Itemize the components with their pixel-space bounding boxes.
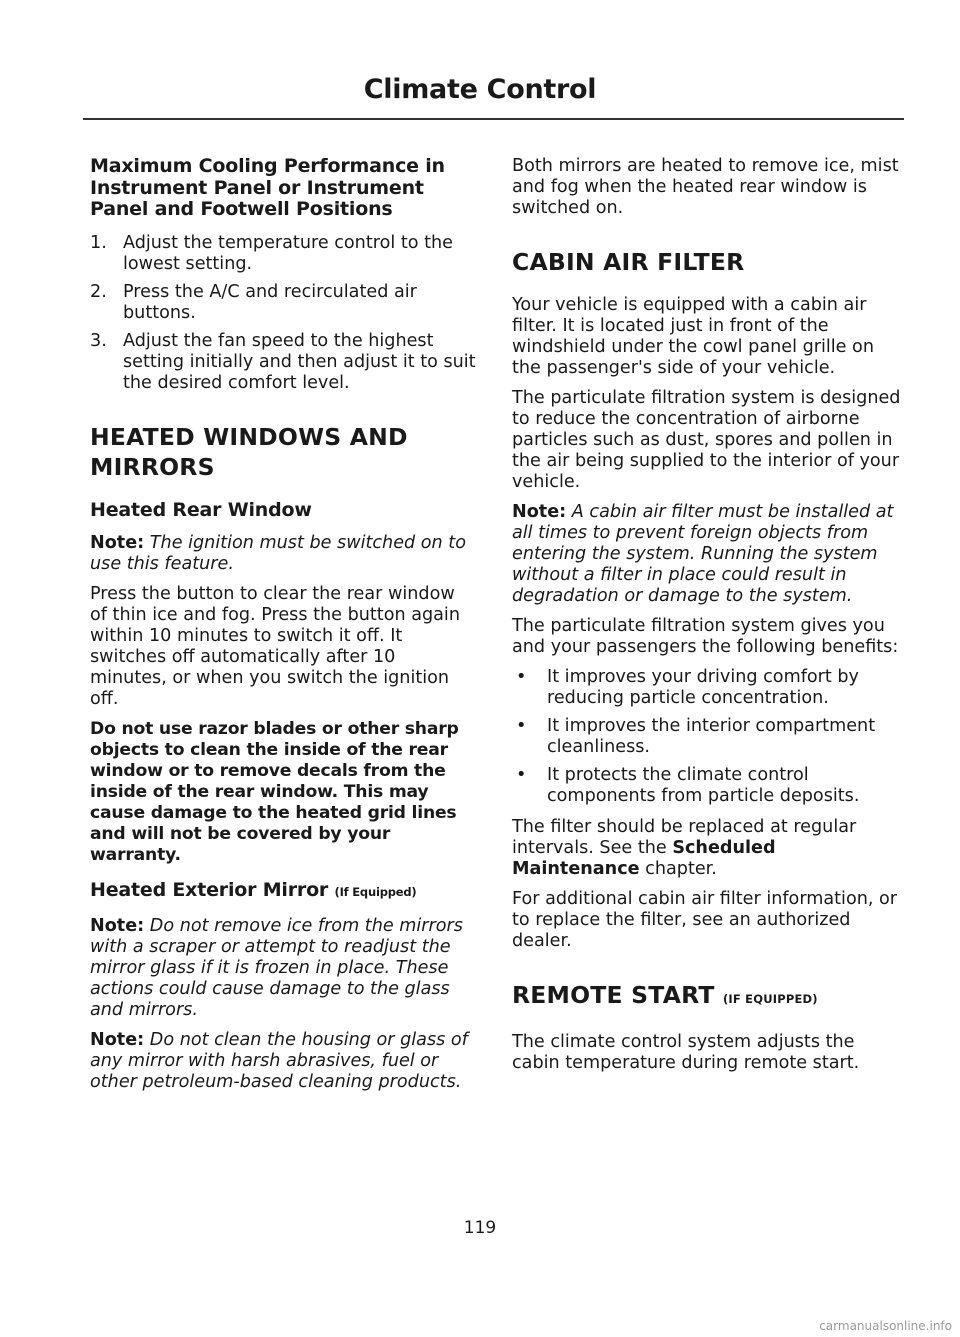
max-cooling-steps — [90, 233, 476, 394]
scheduled-maintenance-ref: Scheduled Maintenance — [512, 838, 776, 879]
step-number: 1. — [90, 232, 107, 253]
heading-text: Heated Exterior Mirror — [90, 879, 329, 901]
step-text: Adjust the temperature control to the lowest setting. — [123, 232, 453, 274]
cabin-filter-p5: For additional cabin air filter information, or to replace the filter, see an authorized dealer. — [512, 889, 898, 951]
page-number: 119 — [463, 1218, 497, 1238]
note-text: Do not clean the housing or glass of any mirror with harsh abrasives, fuel or other petroleum-based cleaning products. — [90, 1029, 468, 1092]
bullet-text: It improves your driving comfort by reducing particle concentration. — [547, 667, 859, 708]
header-divider — [83, 118, 904, 120]
remote-start-body: The climate control system adjusts the cabin temperature during remote start. — [512, 1032, 860, 1073]
heading-suffix: (IF EQUIPPED) — [722, 992, 818, 1006]
step-number: 3. — [90, 330, 107, 351]
list-item — [90, 233, 476, 275]
list-item — [512, 765, 904, 807]
list-item — [512, 667, 904, 709]
page-title: Climate Control — [363, 74, 597, 105]
left-column — [90, 156, 476, 1102]
max-cooling-heading: Maximum Cooling Performance in Instrument Panel or Instrument Panel and Footwell Positions — [90, 155, 445, 220]
list-item — [512, 716, 904, 758]
note-label: Note: — [512, 502, 567, 522]
right-column — [512, 156, 904, 1083]
cabin-filter-p2: The particulate filtration system is designed to reduce the concentration of airborne particles such as dust, spores and pollen in the air being supplied to the interior of your vehicle. — [512, 388, 901, 492]
heated-exterior-mirror-heading — [90, 880, 476, 904]
p4-suffix: chapter. — [645, 859, 717, 879]
mirrors-heated-text: Both mirrors are heated to remove ice, mist and fog when the heated rear window is switched on. — [512, 156, 899, 218]
note-label: Note: — [90, 1029, 145, 1050]
watermark: carmanualsonline.info — [819, 1319, 952, 1333]
mirror-note-1 — [90, 916, 476, 1021]
bullet-icon: • — [516, 765, 527, 785]
heading-suffix: (If Equipped) — [334, 885, 417, 899]
bullet-icon: • — [516, 667, 527, 687]
note-label: Note: — [90, 915, 145, 936]
list-item — [90, 282, 476, 324]
cabin-filter-p1: Your vehicle is equipped with a cabin air filter. It is located just in front of the windshield under the cowl panel grille on the passenger's side of your vehicle. — [512, 295, 874, 378]
cabin-filter-p4 — [512, 817, 904, 880]
heated-rear-window-heading: Heated Rear Window — [90, 498, 312, 521]
remote-start-heading — [512, 980, 904, 1014]
cabin-air-filter-heading: CABIN AIR FILTER — [512, 248, 745, 276]
note-text: The ignition must be switched on to use this feature. — [90, 533, 466, 574]
step-text: Press the A/C and recirculated air buttons. — [123, 281, 417, 323]
heated-windows-heading: HEATED WINDOWS AND MIRRORS — [90, 422, 408, 481]
bullet-icon: • — [516, 716, 527, 736]
bullet-text: It improves the interior compartment cleanliness. — [547, 716, 876, 757]
heading-text: REMOTE START — [512, 981, 715, 1009]
note-text: Do not remove ice from the mirrors with a scraper or attempt to readjust the mirror glass if it is frozen in place. These actions could cause damage to the glass and mirrors. — [90, 915, 463, 1020]
rear-window-note — [90, 533, 476, 575]
p4-prefix: The filter should be replaced at regular intervals. See the — [512, 817, 857, 858]
cabin-filter-note — [512, 502, 904, 607]
benefits-list — [512, 667, 904, 807]
note-text: A cabin air filter must be installed at all times to prevent foreign objects from entering the system. Running the system without a filter in place could result in degradation or damage to the system. — [512, 502, 894, 606]
step-number: 2. — [90, 281, 107, 302]
list-item — [90, 331, 476, 394]
rear-window-warning: Do not use razor blades or other sharp objects to clean the inside of the rear window or to remove decals from the inside of the rear window. This may cause damage to the heated grid lines and will not be covered by your warranty. — [90, 719, 459, 865]
rear-window-body: Press the button to clear the rear window of thin ice and fog. Press the button again within 10 minutes to switch it off. It switches off automatically after 10 minutes, or when you switch the ignition off. — [90, 584, 460, 709]
mirror-note-2 — [90, 1030, 476, 1093]
note-label: Note: — [90, 533, 145, 553]
step-text: Adjust the fan speed to the highest setting initially and then adjust it to suit the desired comfort level. — [123, 330, 476, 393]
cabin-filter-p3: The particulate filtration system gives you and your passengers the following benefits: — [512, 616, 899, 657]
bullet-text: It protects the climate control components from particle deposits. — [547, 765, 860, 806]
